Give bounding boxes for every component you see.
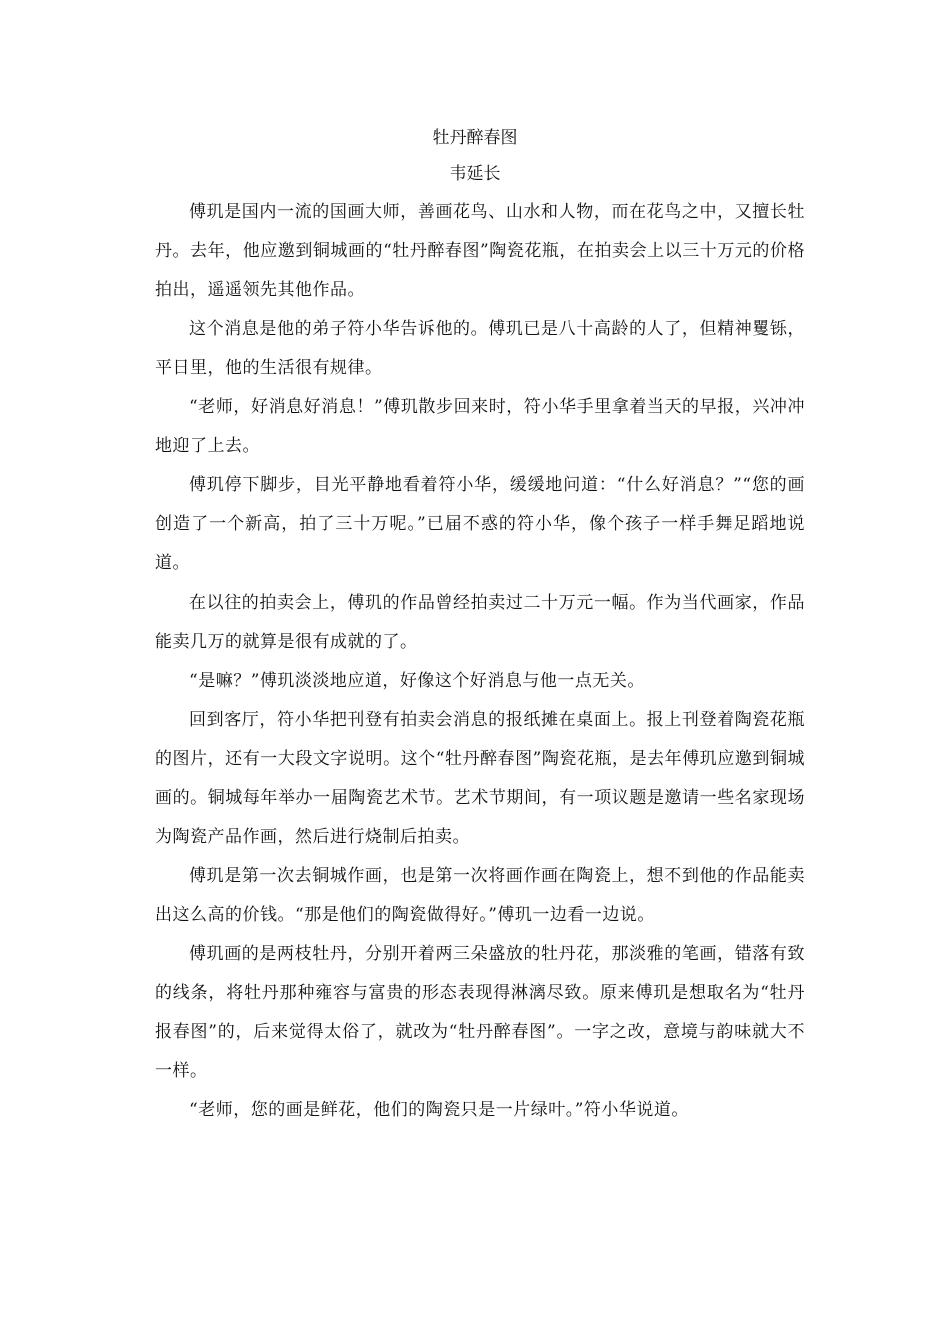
paragraph-1: 傅玑是国内一流的国画大师，善画花鸟、山水和人物，而在花鸟之中，又擅长牡丹。去年，他应邀到铜城画的“牡丹醉春图”陶瓷花瓶，在拍卖会上以三十万元的价格拍出，遥遥领先其他作品。 [155, 202, 805, 300]
paragraph-4: 傅玑停下脚步，目光平静地看着符小华，缓缓地问道：“什么好消息？”“您的画创造了一个新高，拍了三十万呢。”已届不惑的符小华，像个孩子一样手舞足蹈地说道。 [155, 475, 805, 573]
paragraph-3: “老师，好消息好消息！”傅玑散步回来时，符小华手里拿着当天的早报，兴冲冲地迎了上去。 [155, 397, 805, 456]
paragraph-7: 回到客厅，符小华把刊登有拍卖会消息的报纸摊在桌面上。报上刊登着陶瓷花瓶的图片，还有一大段文字说明。这个“牡丹醉春图”陶瓷花瓶，是去年傅玑应邀到铜城画的。铜城每年举办一届陶瓷艺术节。艺术节期间，有一项议题是邀请一些名家现场为陶瓷产品作画，然后进行烧制后拍卖。 [155, 710, 805, 847]
story-title: 牡丹醉春图 [432, 128, 518, 148]
paragraph-6: “是嘛？”傅玑淡淡地应道，好像这个好消息与他一点无关。 [189, 671, 645, 691]
paragraph-9: 傅玑画的是两枝牡丹，分别开着两三朵盛放的牡丹花，那淡雅的笔画，错落有致的线条，将牡丹那种雍容与富贵的形态表现得淋漓尽致。原来傅玑是想取名为“牡丹报春图”的，后来觉得太俗了，就改为“牡丹醉春图”。一字之改，意境与韵味就大不一样。 [155, 944, 805, 1081]
paragraph-5: 在以往的拍卖会上，傅玑的作品曾经拍卖过二十万元一幅。作为当代画家，作品能卖几万的就算是很有成就的了。 [155, 593, 805, 652]
paragraph-8: 傅玑是第一次去铜城作画，也是第一次将画作画在陶瓷上，想不到他的作品能卖出这么高的价钱。“那是他们的陶瓷做得好。”傅玑一边看一边说。 [155, 866, 805, 925]
paragraph-10: “老师，您的画是鲜花，他们的陶瓷只是一片绿叶。”符小华说道。 [189, 1100, 689, 1120]
story-author: 韦延长 [449, 164, 501, 184]
paragraph-2: 这个消息是他的弟子符小华告诉他的。傅玑已是八十高龄的人了，但精神矍铄，平日里，他的生活很有规律。 [155, 319, 805, 378]
